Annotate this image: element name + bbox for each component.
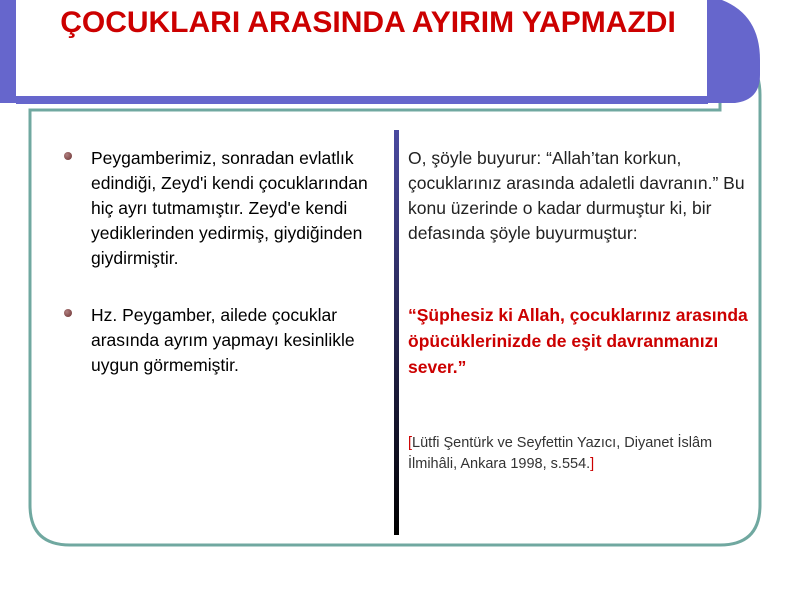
reference-open-bracket: [: [408, 435, 413, 451]
title-band-left-stripe: [0, 0, 16, 103]
reference-citation: [408, 433, 756, 475]
hadith-quote: “Şüphesiz ki Allah, çocuklarınız arasında öpücüklerinizde de eşit davranmanızı sever.”: [408, 305, 748, 377]
slide-title: ÇOCUKLARI ARASINDA AYIRIM YAPMAZDI: [60, 6, 676, 39]
bullet-text: Hz. Peygamber, ailede çocuklar arasında ayrım yapmayı kesinlikle uygun görmemiştir.: [91, 305, 355, 375]
reference-text: Lütfi Şentürk ve Seyfettin Yazıcı, Diyanet İslâm İlmihâli, Ankara 1998, s.554.: [408, 435, 713, 472]
bullet-list: [62, 146, 382, 378]
bullet-dot-icon: [64, 152, 72, 160]
bullet-item: [62, 303, 382, 378]
title-band-bottom-bar: [16, 96, 708, 104]
bullet-dot-icon: [64, 309, 72, 317]
column-divider: [394, 130, 399, 535]
bullet-item: [62, 146, 382, 271]
bullet-text: Peygamberimiz, sonradan evlatlık edindiği, Zeyd'i kendi çocuklarından hiç ayrı tutmamıştır. Zeyd'e kendi yediklerinden yedirmiş, giydiğinden giydirmiştir.: [91, 148, 368, 268]
reference-close-bracket: ]: [590, 456, 595, 472]
quote-intro: O, şöyle buyurur: “Allah’tan korkun, çocuklarınız arasında adaletli davranın.” Bu konu üzerinde o kadar durmuştur ki, bir defasında şöyle buyurmuştur:: [408, 148, 745, 243]
